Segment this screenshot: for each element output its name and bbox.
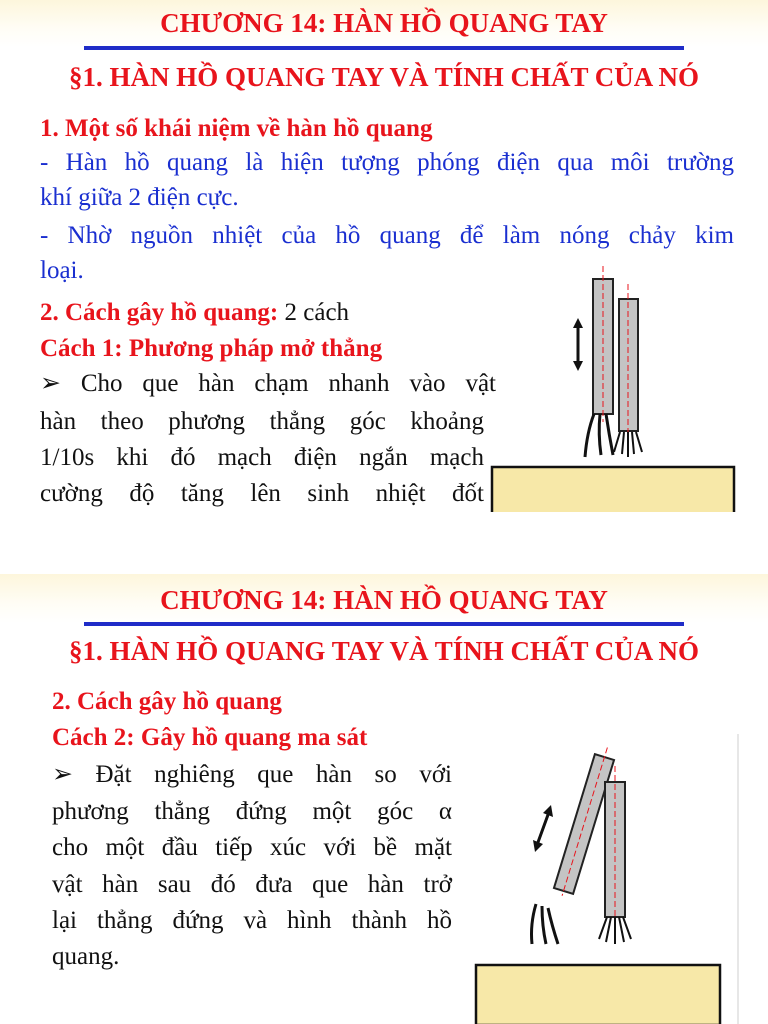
method1-line2: hàn theo phương thẳng góc khoảng	[40, 408, 484, 435]
method1-line4: cường độ tăng lên sinh nhiệt đốt	[40, 480, 484, 507]
slide-2	[0, 512, 768, 1024]
method1-line1	[40, 367, 496, 401]
bullet-arrow-icon: ➢	[40, 370, 61, 397]
diagram-straight-method	[486, 262, 746, 542]
heading-methods-bold: 2. Cách gây hồ quang:	[40, 299, 279, 326]
arc-sparks-right-icon	[614, 432, 642, 457]
chapter-title: CHƯƠNG 14: HÀN HỒ QUANG TAY	[160, 8, 608, 38]
para1-line1: - Hàn hồ quang là hiện tượng phóng điện qua môi trường	[40, 149, 734, 176]
arc-sparks-left-icon	[585, 414, 613, 457]
chapter-title: CHƯƠNG 14: HÀN HỒ QUANG TAY	[160, 585, 608, 615]
method2-line6: quang.	[52, 943, 120, 970]
para2-line1: - Nhờ nguồn nhiệt của hồ quang để làm nóng chảy kim	[40, 222, 734, 249]
method2-line4: vật hàn sau đó đưa que hàn trở	[52, 871, 452, 898]
arc-sparks-slanted-icon	[532, 904, 559, 944]
title-rule	[84, 46, 684, 50]
method2-line2: phương thẳng đứng một góc α	[52, 798, 452, 825]
heading-methods: 2. Cách gây hồ quang	[52, 688, 282, 715]
bullet-arrow-icon: ➢	[52, 761, 73, 788]
method2-line1	[52, 758, 452, 792]
up-down-arrow-icon	[573, 318, 583, 371]
heading-concepts: 1. Một số khái niệm về hàn hồ quang	[40, 115, 433, 142]
diagram-friction-method	[464, 734, 754, 1024]
method2-line1-text: Đặt nghiêng que hàn so với	[72, 761, 452, 788]
arc-sparks-vertical-icon	[599, 917, 631, 944]
section-title: §1. HÀN HỒ QUANG TAY VÀ TÍNH CHẤT CỦA NÓ	[68, 636, 700, 666]
method2-line3: cho một đầu tiếp xúc với bề mặt	[52, 834, 452, 861]
heading-methods	[40, 296, 349, 330]
diagonal-arrow-icon	[533, 805, 553, 852]
method2-title: Cách 2: Gây hồ quang ma sát	[52, 724, 368, 751]
method1-line1-text: Cho que hàn chạm nhanh vào vật	[60, 370, 496, 397]
para1-line2: khí giữa 2 điện cực.	[40, 184, 239, 211]
title-rule	[84, 622, 684, 626]
workpiece	[476, 965, 720, 1024]
para2-line2: loại.	[40, 257, 84, 284]
section-title: §1. HÀN HỒ QUANG TAY VÀ TÍNH CHẤT CỦA NÓ	[68, 62, 700, 92]
heading-methods-count: 2 cách	[278, 299, 350, 326]
method1-title: Cách 1: Phương pháp mở thẳng	[40, 335, 383, 362]
method1-line3: 1/10s khi đó mạch điện ngắn mạch	[40, 444, 484, 471]
method2-line5: lại thẳng đứng và hình thành hồ	[52, 907, 452, 934]
